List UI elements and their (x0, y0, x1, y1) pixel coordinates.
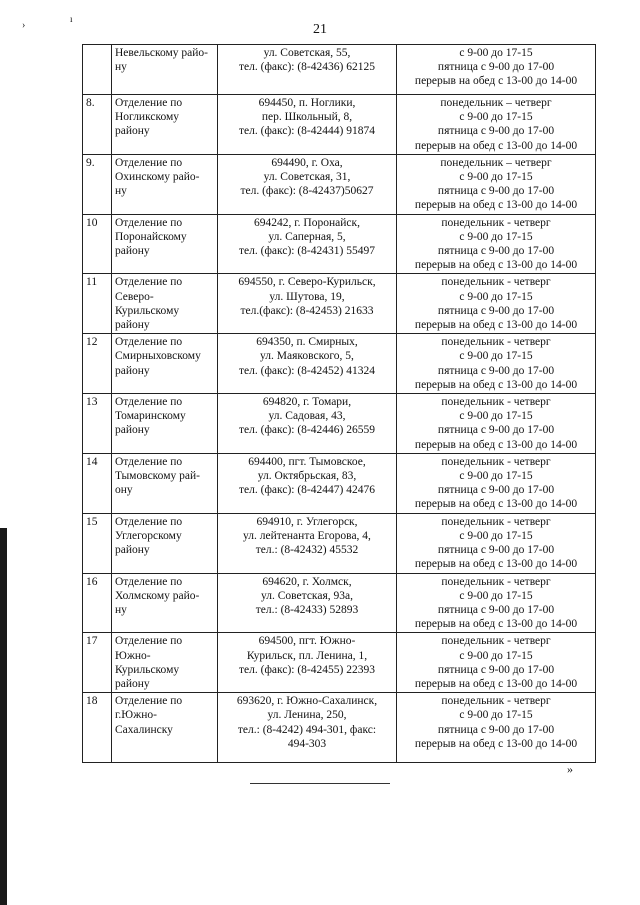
office-hours-line: пятница с 9-00 до 17-00 (437, 663, 555, 676)
table-row (83, 214, 596, 274)
office-hours (397, 154, 596, 214)
scan-edge-shadow (0, 528, 7, 905)
office-name (112, 513, 218, 573)
office-hours-line: пятница с 9-00 до 17-00 (437, 723, 555, 736)
office-name (112, 394, 218, 454)
office-address-line: Курильск, пл. Ленина, 1, (246, 649, 368, 662)
office-address-line: 694242, г. Поронайск, (254, 216, 360, 229)
office-address-line: ул. Ленина, 250, (267, 709, 347, 722)
office-hours-line: пятница с 9-00 до 17-00 (437, 544, 555, 557)
margin-mark: › (22, 20, 26, 31)
office-address-line: 694450, п. Ноглики, (258, 97, 356, 109)
office-name-line: Поронайскому (115, 230, 187, 243)
offices-table (82, 44, 596, 763)
office-name-line: Курильскому (115, 304, 180, 317)
office-name-line: району (115, 677, 150, 690)
office-hours-line: с 9-00 до 17-15 (459, 589, 533, 602)
office-name (112, 334, 218, 394)
office-hours-line: с 9-00 до 17-15 (459, 171, 533, 184)
table-row (83, 154, 596, 214)
table-row (83, 95, 596, 155)
office-address-line: тел. (факс): (8-42436) 62125 (239, 61, 375, 74)
office-address (218, 693, 397, 763)
separator-line (250, 783, 390, 784)
office-name-line: г.Южно- (115, 709, 157, 722)
office-hours-line: с 9-00 до 17-15 (459, 230, 533, 243)
office-hours-line: понедельник - четверг (441, 455, 551, 468)
office-hours-line: понедельник - четверг (441, 635, 551, 648)
office-name (112, 45, 218, 95)
office-name-line: Отделение по (115, 455, 183, 468)
office-address (218, 95, 397, 155)
office-name-line: Отделение по (115, 396, 183, 409)
office-address-line: тел.: (8-42433) 52893 (255, 603, 359, 616)
office-hours-line: перерыв на обед с 13-00 до 14-00 (414, 737, 578, 750)
office-hours-line: с 9-00 до 17-15 (459, 529, 533, 542)
office-hours-line: понедельник - четверг (441, 575, 551, 588)
office-hours-line: пятница с 9-00 до 17-00 (437, 603, 555, 616)
office-hours-line: перерыв на обед с 13-00 до 14-00 (414, 438, 578, 451)
office-address-line: тел.(факс): (8-42453) 21633 (240, 304, 374, 317)
office-name-line: Отделение по (115, 156, 183, 169)
office-hours (397, 214, 596, 274)
office-name-line: району (115, 544, 150, 557)
office-name (112, 573, 218, 633)
office-address-line: тел. (факс): (8-42455) 22393 (239, 663, 375, 676)
office-name (112, 274, 218, 334)
office-hours-line: понедельник - четверг (441, 276, 551, 289)
table-row (83, 513, 596, 573)
office-hours-line: с 9-00 до 17-15 (459, 470, 533, 483)
office-address-line: ул. Советская, 55, (263, 47, 351, 59)
table-row (83, 453, 596, 513)
office-name (112, 154, 218, 214)
office-hours-line: с 9-00 до 17-15 (459, 709, 533, 722)
office-address-line: 694820, г. Томари, (262, 396, 352, 409)
office-name-line: Отделение по (115, 97, 183, 109)
office-hours-line: перерыв на обед с 13-00 до 14-00 (414, 199, 578, 212)
office-hours-line: пятница с 9-00 до 17-00 (437, 245, 555, 258)
office-address (218, 154, 397, 214)
office-name-line: Невельскому райо- (115, 47, 208, 59)
office-hours-line: перерыв на обед с 13-00 до 14-00 (414, 677, 578, 690)
office-address-line: 693620, г. Южно-Сахалинск, (236, 695, 378, 708)
office-name-line: району (115, 424, 150, 437)
office-name-line: Курильскому (115, 663, 180, 676)
office-hours-line: с 9-00 до 17-15 (459, 410, 533, 423)
office-address-line: тел. (факс): (8-42447) 42476 (239, 484, 375, 497)
table-row (83, 45, 596, 95)
office-address-line: ул. Советская, 31, (263, 171, 351, 184)
row-number: 10 (83, 214, 112, 274)
office-address-line: 694400, пгт. Тымовское, (248, 455, 366, 468)
office-name-line: Смирныховскому (115, 350, 201, 363)
office-name-line: Отделение по (115, 515, 183, 528)
office-hours-line: пятница с 9-00 до 17-00 (437, 304, 555, 317)
office-address-line: тел. (факс): (8-42431) 55497 (239, 245, 375, 258)
office-address-line: тел.: (8-42432) 45532 (255, 544, 359, 557)
office-name-line: району (115, 245, 150, 258)
page-number: 21 (313, 22, 327, 37)
office-address-line: ул. Садовая, 43, (268, 410, 346, 423)
office-name-line: Ногликскому (115, 111, 180, 124)
office-hours-line: понедельник - четверг (441, 336, 551, 349)
table-row (83, 573, 596, 633)
office-address (218, 274, 397, 334)
table-row (83, 394, 596, 454)
office-hours-line: с 9-00 до 17-15 (459, 290, 533, 303)
office-name-line: Охинскому райо- (115, 171, 200, 184)
office-name-line: Северо- (115, 290, 154, 303)
office-address-line: ул. лейтенанта Егорова, 4, (243, 529, 371, 542)
row-number: 9. (83, 154, 112, 214)
office-hours-line: перерыв на обед с 13-00 до 14-00 (414, 498, 578, 511)
office-name-line: ну (115, 185, 127, 198)
office-address (218, 513, 397, 573)
office-name (112, 95, 218, 155)
office-address-line: пер. Школьный, 8, (261, 111, 353, 124)
office-hours-line: с 9-00 до 17-15 (459, 111, 533, 124)
office-name-line: Томаринскому (115, 410, 186, 423)
office-name-line: Отделение по (115, 336, 183, 349)
office-name (112, 693, 218, 763)
office-hours (397, 95, 596, 155)
office-name-line: Сахалинску (115, 723, 173, 736)
office-hours (397, 394, 596, 454)
office-name-line: Отделение по (115, 635, 183, 648)
office-address-line: 694490, г. Оха, (271, 156, 343, 169)
office-name (112, 214, 218, 274)
office-hours (397, 633, 596, 693)
office-hours-line: перерыв на обед с 13-00 до 14-00 (414, 319, 578, 332)
office-name-line: ону (115, 484, 133, 497)
office-hours-line: перерыв на обед с 13-00 до 14-00 (414, 378, 578, 391)
office-hours-line: понедельник - четверг (441, 515, 551, 528)
office-name-line: ну (115, 603, 127, 616)
office-hours-line: пятница с 9-00 до 17-00 (437, 185, 555, 198)
office-address-line: ул. Советская, 93а, (261, 589, 353, 602)
office-name-line: Отделение по (115, 276, 183, 289)
offices-table-body (83, 45, 596, 763)
office-hours-line: пятница с 9-00 до 17-00 (437, 424, 555, 437)
table-row (83, 274, 596, 334)
office-name-line: Южно- (115, 649, 151, 662)
office-hours-line: пятница с 9-00 до 17-00 (437, 484, 555, 497)
table-row (83, 633, 596, 693)
office-hours (397, 693, 596, 763)
office-name-line: Отделение по (115, 575, 183, 588)
office-name-line: Отделение по (115, 216, 183, 229)
office-hours-line: перерыв на обед с 13-00 до 14-00 (414, 558, 578, 571)
office-hours-line: с 9-00 до 17-15 (459, 350, 533, 363)
row-number: 12 (83, 334, 112, 394)
row-number: 11 (83, 274, 112, 334)
office-hours-line: с 9-00 до 17-15 (459, 47, 533, 59)
office-address (218, 633, 397, 693)
office-name-line: ну (115, 61, 127, 74)
office-hours-line: пятница с 9-00 до 17-00 (437, 364, 555, 377)
office-address-line: ул. Шутова, 19, (269, 290, 345, 303)
row-number: 17 (83, 633, 112, 693)
office-hours-line: перерыв на обед с 13-00 до 14-00 (414, 139, 578, 152)
office-hours-line: перерыв на обед с 13-00 до 14-00 (414, 259, 578, 272)
office-name-line: Отделение по (115, 695, 183, 708)
office-address (218, 214, 397, 274)
office-hours-line: понедельник - четверг (441, 396, 551, 409)
row-number: 13 (83, 394, 112, 454)
row-number (83, 45, 112, 95)
office-address-line: ул. Октябрьская, 83, (257, 470, 357, 483)
row-number: 16 (83, 573, 112, 633)
office-hours-line: пятница с 9-00 до 17-00 (437, 61, 555, 74)
office-hours-line: понедельник - четверг (441, 695, 551, 708)
office-hours (397, 274, 596, 334)
office-address-line: тел. (факс): (8-42437)50627 (240, 185, 374, 198)
office-hours-line: с 9-00 до 17-15 (459, 649, 533, 662)
office-name (112, 633, 218, 693)
row-number: 14 (83, 453, 112, 513)
office-address-line: ул. Маяковского, 5, (260, 350, 354, 363)
office-hours-line: пятница с 9-00 до 17-00 (437, 125, 555, 138)
office-address-line: тел. (факс): (8-42446) 26559 (239, 424, 375, 437)
row-number: 8. (83, 95, 112, 155)
office-address (218, 573, 397, 633)
office-address-line: 694550, г. Северо-Курильск, (238, 276, 376, 289)
office-address-line: тел. (факс): (8-42452) 41324 (239, 364, 375, 377)
office-name-line: Углегорскому (115, 529, 182, 542)
office-hours-line: перерыв на обед с 13-00 до 14-00 (414, 75, 578, 88)
office-address (218, 45, 397, 95)
office-name-line: району (115, 125, 150, 138)
office-address-line: 494-303 (287, 737, 327, 750)
office-hours-line: перерыв на обед с 13-00 до 14-00 (414, 618, 578, 631)
office-name-line: Холмскому райо- (115, 589, 200, 602)
office-hours-line: понедельник – четверг (440, 97, 552, 109)
margin-mark-small: ı (70, 14, 73, 24)
office-address (218, 453, 397, 513)
office-address-line: 694910, г. Углегорск, (256, 515, 358, 528)
office-address (218, 394, 397, 454)
office-name-line: району (115, 364, 150, 377)
table-row (83, 334, 596, 394)
office-name-line: Тымовскому рай- (115, 470, 200, 483)
office-address-line: тел. (факс): (8-42444) 91874 (239, 125, 375, 138)
closing-quote: » (567, 762, 573, 776)
office-hours (397, 453, 596, 513)
office-hours-line: понедельник - четверг (441, 216, 551, 229)
office-name-line: району (115, 319, 150, 332)
office-hours (397, 513, 596, 573)
office-hours (397, 45, 596, 95)
office-hours (397, 573, 596, 633)
row-number: 18 (83, 693, 112, 763)
table-row (83, 693, 596, 763)
office-address-line: 694620, г. Холмск, (262, 575, 352, 588)
office-hours-line: понедельник – четверг (440, 156, 552, 169)
office-address-line: 694350, п. Смирных, (256, 336, 358, 349)
office-name (112, 453, 218, 513)
office-hours (397, 334, 596, 394)
office-address-line: ул. Саперная, 5, (268, 230, 346, 243)
office-address-line: тел.: (8-4242) 494-301, факс: (237, 723, 377, 736)
office-address-line: 694500, пгт. Южно- (258, 635, 356, 648)
office-address (218, 334, 397, 394)
row-number: 15 (83, 513, 112, 573)
